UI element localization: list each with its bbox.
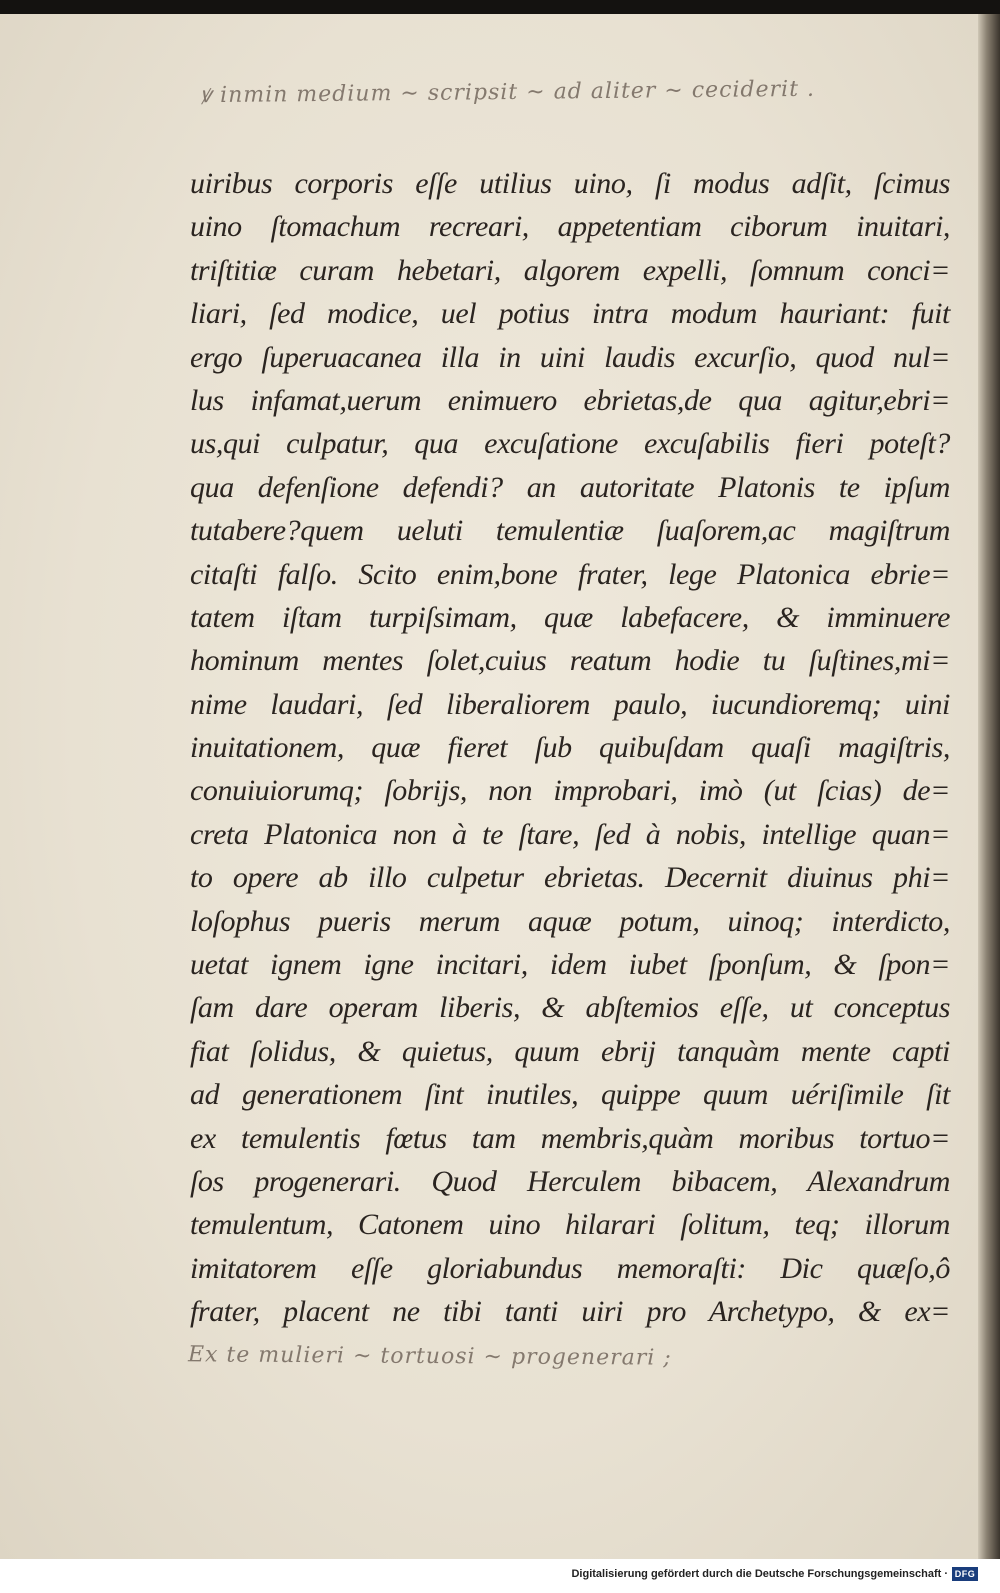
text-line: conuiuiorumq; ſobrijs, non improbari, imò (ut ſcias) de= bbox=[190, 774, 950, 808]
text-line: inuitationem, quæ fieret ſub quibuſdam quaſi magiſtris, bbox=[190, 731, 950, 765]
text-line: uino ſtomachum recreari, appetentiam ciborum inuitari, bbox=[190, 210, 950, 244]
text-line: imitatorem eſſe gloriabundus memoraſti: Dic quæſo,ô bbox=[190, 1251, 950, 1285]
text-line: qua defenſione defendi? an autoritate Platonis te ipſum bbox=[190, 470, 950, 504]
text-line: ſam dare operam liberis, & abſtemios eſſe, ut conceptus bbox=[190, 991, 950, 1025]
text-line: frater, placent ne tibi tanti uiri pro Archetypo, & ex= bbox=[190, 1295, 950, 1329]
text-line: loſophus pueris merum aquæ potum, uinoq; interdicto, bbox=[190, 904, 950, 938]
text-line: tutabere?quem ueluti temulentiæ ſuaſorem,ac magiſtrum bbox=[190, 514, 950, 548]
text-line: uetat ignem igne incitari, idem iubet ſponſum, & ſpon= bbox=[190, 948, 950, 982]
text-line: tatem iſtam turpiſsimam, quæ labefacere, & imminuere bbox=[190, 600, 950, 634]
text-line: lus infamat,uerum enimuero ebrietas,de qua agitur,ebri= bbox=[190, 383, 950, 417]
page-gutter-shadow bbox=[978, 14, 1000, 1559]
text-line: citaſti falſo. Scito enim,bone frater, lege Platonica ebrie= bbox=[190, 557, 950, 591]
text-line: creta Platonica non à te ſtare, ſed à nobis, intellige quan= bbox=[190, 817, 950, 851]
text-line: fiat ſolidus, & quietus, quum ebrij tanquàm mente capti bbox=[190, 1034, 950, 1068]
text-line: ſos progenerari. Quod Herculem bibacem, Alexandrum bbox=[190, 1164, 950, 1198]
handwritten-note-top: ꝟ inmin medium ∼ scripsit ∼ ad aliter ∼ ceciderit . bbox=[199, 76, 816, 109]
text-line: hominum mentes ſolet,cuius reatum hodie tu ſuſtines,mi= bbox=[190, 644, 950, 678]
funding-credit: Digitalisierung gefördert durch die Deutsche Forschungsgemeinschaft · bbox=[571, 1568, 948, 1580]
text-line: liari, ſed modice, uel potius intra modum hauriant: fuit bbox=[190, 297, 950, 331]
text-line: temulentum, Catonem uino hilarari ſolitum, teq; illorum bbox=[190, 1208, 950, 1242]
scan-top-edge bbox=[0, 0, 1000, 14]
handwritten-note-bottom: Ex te mulieri ∼ tortuosi ∼ progenerari ; bbox=[187, 1342, 672, 1371]
digitization-footer bbox=[0, 1559, 1000, 1593]
text-line: uiribus corporis eſſe utilius uino, ſi modus adſit, ſcimus bbox=[190, 167, 950, 200]
text-line: nime laudari, ſed liberaliorem paulo, iucundioremq; uini bbox=[190, 687, 950, 721]
text-line: us,qui culpatur, qua excuſatione excuſabilis fieri poteſt? bbox=[190, 427, 950, 461]
text-line: ex temulentis fœtus tam membris,quàm moribus tortuo= bbox=[190, 1121, 950, 1155]
book-page bbox=[0, 14, 990, 1559]
text-line: triſtitiæ curam hebetari, algorem expelli, ſomnum conci= bbox=[190, 253, 950, 287]
dfg-logo-icon: DFG bbox=[952, 1567, 978, 1581]
body-text bbox=[190, 162, 950, 1334]
text-line: ad generationem ſint inutiles, quippe quum uériſimile ſit bbox=[190, 1078, 950, 1112]
text-line: to opere ab illo culpetur ebrietas. Decernit diuinus phi= bbox=[190, 861, 950, 895]
text-line: ergo ſuperuacanea illa in uini laudis excurſio, quod nul= bbox=[190, 340, 950, 374]
